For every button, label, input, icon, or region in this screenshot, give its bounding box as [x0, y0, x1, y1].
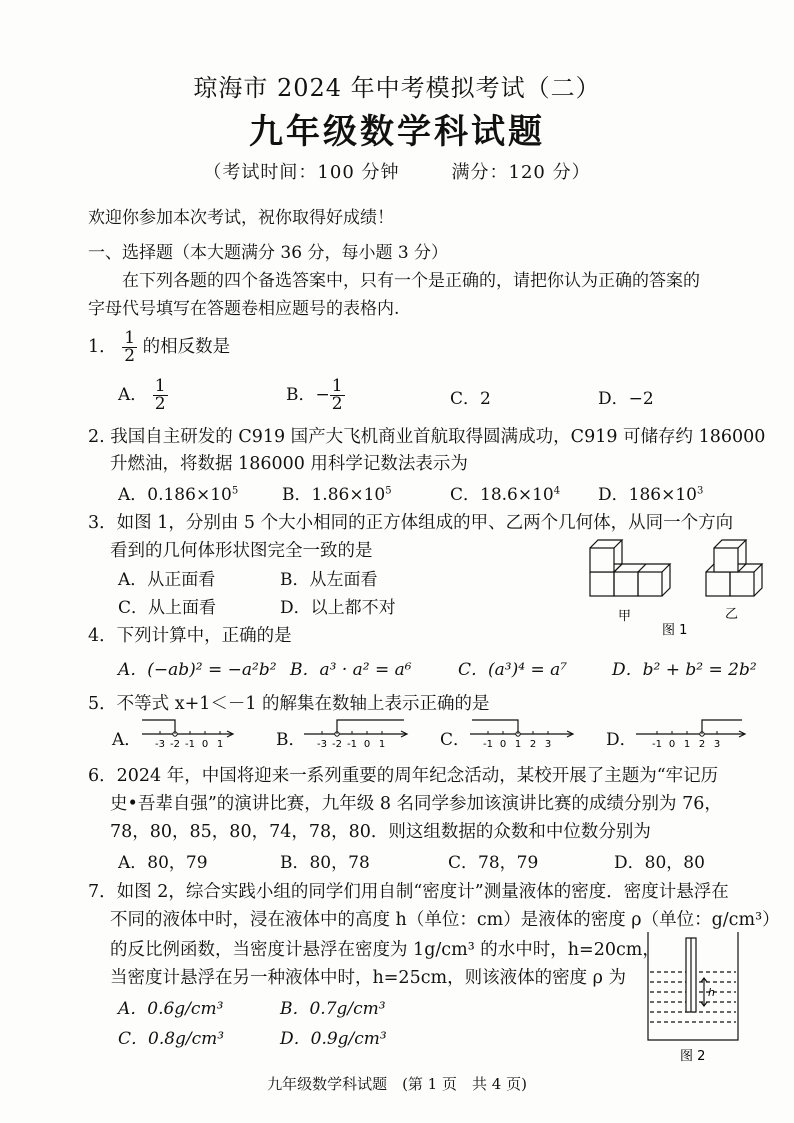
- figure-1-jia: [590, 540, 670, 596]
- q5-c-tick-label: 2: [529, 739, 537, 750]
- q6-option-c: C．78，79: [448, 853, 539, 873]
- q5-c-tick-label: 3: [544, 739, 552, 750]
- q5-option-c-numberline: [466, 716, 578, 752]
- q5-d-tick-label: 3: [713, 739, 721, 750]
- q2-option-d: D．$186\times 10^3$: [598, 485, 704, 505]
- exam-title: 琼海市 2024 年中考模拟考试（二）: [193, 74, 601, 102]
- q5-b-tick-label: 1: [378, 739, 386, 750]
- q5-a-tick-label: -1: [185, 739, 195, 750]
- q2-option-a: A．$0.186\times 10^5$: [118, 485, 239, 505]
- q4-option-b: B．a³ · a² = a⁶: [290, 660, 412, 680]
- q7-option-a: A．0.6g/cm³: [118, 999, 224, 1019]
- section-heading: 一、选择题（本大题满分 36 分，每小题 3 分）: [88, 243, 449, 263]
- q5-option-d-label: D．: [606, 730, 637, 750]
- q3-option-c: C．从上面看: [118, 598, 217, 618]
- q5-d-tick-label: 2: [698, 739, 706, 750]
- question-1-fraction: $\frac{1}{2}$: [124, 328, 136, 366]
- q5-b-tick-label: -3: [317, 739, 327, 750]
- q5-a-tick-label: -3: [155, 739, 165, 750]
- q2-option-b: B．$1.86\times 10^5$: [282, 485, 392, 505]
- question-6-line-1: 6．2024 年，中国将迎来一系列重要的周年纪念活动，某校开展了主题为“牢记历: [88, 766, 719, 786]
- q5-d-tick-label: -1: [652, 739, 662, 750]
- q6-option-d: D．80，80: [614, 853, 705, 873]
- q4-option-d: D．b² + b² = 2b²: [612, 660, 757, 680]
- figure-1-caption: 图 1: [662, 623, 688, 638]
- figure-2-h-label: h: [708, 986, 715, 999]
- exam-subtitle: 九年级数学科试题: [249, 112, 545, 152]
- question-1-number: 1．: [88, 337, 117, 357]
- q5-option-d-numberline: [632, 716, 750, 752]
- q1-option-c: C．2: [450, 389, 491, 409]
- exam-info: [0, 158, 794, 184]
- q4-option-a: A．(−ab)² = −a²b²: [118, 660, 277, 680]
- q5-option-b-label: B．: [276, 730, 306, 750]
- question-7-line-4: 当密度计悬浮在另一种液体中时，h=25cm，则该液体的密度 ρ 为: [110, 968, 627, 988]
- page-footer: 九年级数学科试题 (第 1 页 共 4 页): [267, 1075, 527, 1093]
- q5-option-a-label: A．: [112, 730, 142, 750]
- question-7-line-2: 不同的液体中时，浸在液体中的高度 h（单位：cm）是液体的密度 ρ（单位：g/cm³）: [110, 910, 780, 930]
- question-7-line-1: 7．如图 2，综合实践小组的同学们用自制“密度计”测量液体的密度．密度计悬浮在: [88, 882, 729, 902]
- q5-c-tick-label: 1: [514, 739, 522, 750]
- q5-option-b-numberline: [300, 716, 412, 752]
- question-2-line-1: 2. 我国自主研发的 C919 国产大飞机商业首航取得圆满成功，C919 可储存约 186000: [88, 427, 766, 447]
- q7-option-b: B．0.7g/cm³: [280, 999, 386, 1019]
- q5-option-a-numberline: [138, 716, 238, 752]
- q5-c-tick-label: -1: [483, 739, 493, 750]
- q5-b-tick-label: 0: [363, 739, 371, 750]
- question-5: 5．不等式 x+1＜－1 的解集在数轴上表示正确的是: [88, 694, 490, 714]
- q5-b-tick-label: -1: [347, 739, 357, 750]
- question-6-line-2: 史•吾辈自强”的演讲比赛，九年级 8 名同学参加该演讲比赛的成绩分别为 76，: [110, 794, 722, 814]
- q3-option-b: B．从左面看: [280, 570, 378, 590]
- q7-option-c: C．0.8g/cm³: [118, 1029, 225, 1049]
- q5-b-tick-label: -2: [332, 739, 342, 750]
- section-instruction-1: 在下列各题的四个备选答案中，只有一个是正确的，请把你认为正确的答案的: [122, 271, 700, 291]
- figure-1-cubes: [580, 534, 780, 640]
- question-3-line-1: 3．如图 1，分别由 5 个大小相同的正方体组成的甲、乙两个几何体，从同一个方向: [88, 513, 734, 533]
- q6-option-b: B．80，78: [280, 853, 370, 873]
- figure-2-densimeter: [642, 928, 746, 1068]
- question-1: [88, 330, 230, 365]
- q2-option-c: C．$18.6\times 10^4$: [450, 485, 561, 505]
- q4-option-c: C．(a³)⁴ = a⁷: [458, 660, 568, 680]
- q5-d-tick-label: 0: [668, 739, 676, 750]
- question-3-line-2: 看到的几何体形状图完全一致的是: [110, 541, 373, 561]
- q6-option-a: A．80，79: [118, 853, 208, 873]
- question-4: 4．下列计算中，正确的是: [88, 626, 292, 646]
- q1-option-b: B．− $\frac{1}{2}$: [286, 376, 343, 414]
- figure-2-caption: 图 2: [680, 1049, 706, 1064]
- question-2-line-2: 升燃油，将数据 186000 用科学记数法表示为: [110, 454, 468, 474]
- question-7-line-3: 的反比例函数，当密度计悬浮在密度为 1g/cm³ 的水中时，h=20cm，: [110, 940, 660, 960]
- welcome-text: 欢迎你参加本次考试，祝你取得好成绩！: [88, 208, 394, 228]
- exam-score: 满分：120 分）: [451, 162, 591, 183]
- exam-time: （考试时间：100 分钟: [203, 162, 400, 183]
- section-instruction-2: 字母代号填写在答题卷相应题号的表格内.: [88, 299, 400, 319]
- q5-a-tick-label: 1: [216, 739, 224, 750]
- q3-option-d: D．以上都不对: [280, 598, 396, 618]
- figure-1-label-yi: 乙: [725, 607, 739, 622]
- q5-d-tick-label: 1: [683, 739, 691, 750]
- q5-option-c-label: C．: [440, 730, 471, 750]
- q5-a-tick-label: -2: [170, 739, 180, 750]
- q3-option-a: A．从正面看: [118, 570, 216, 590]
- question-1-text: 的相反数是: [142, 337, 231, 357]
- question-6-line-3: 78，80，85，80，74，78，80．则这组数据的众数和中位数分别为: [110, 822, 651, 842]
- q1-option-d: D．−2: [598, 389, 654, 409]
- q7-option-d: D．0.9g/cm³: [280, 1029, 387, 1049]
- figure-1-label-jia: 甲: [618, 609, 632, 624]
- q5-c-tick-label: 0: [499, 739, 507, 750]
- figure-1-yi: [706, 540, 762, 596]
- q5-a-tick-label: 0: [201, 739, 209, 750]
- q1-option-a: A． $\frac{1}{2}$: [118, 376, 166, 414]
